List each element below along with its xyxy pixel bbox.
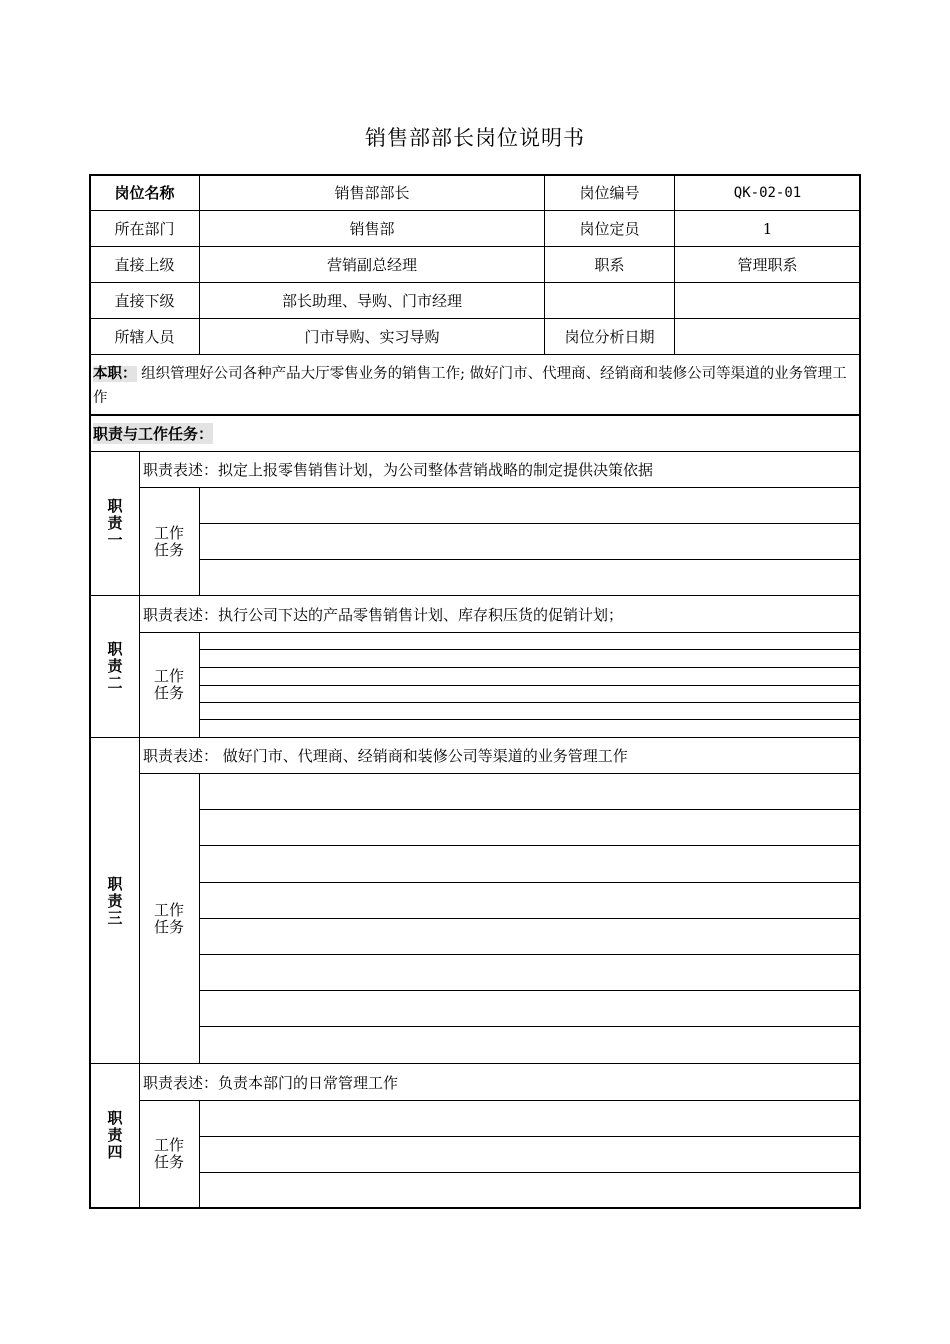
core-responsibility-text: 组织管理好公司各种产品大厅零售业务的销售工作; 做好门市、代理商、经销商和装修公司等渠道的业务管理工作 [93,366,847,406]
value-headcount: 1 [762,219,773,238]
duty-1-description: 职责表述：拟定上报零售销售计划，为公司整体营销战略的制定提供决策依据 [143,461,654,479]
value-position-code: QK-02-01 [733,184,802,201]
duty-3-task-label: 工作任务 [154,901,185,936]
value-analysis-date [675,319,860,354]
duty-4-description: 职责表述：负责本部门的日常管理工作 [143,1073,399,1092]
label-department: 所在部门 [114,220,175,238]
task-line [200,882,860,883]
core-responsibility-label: 本职： [93,366,137,382]
duty-4-task-label: 工作任务 [154,1136,185,1171]
value-department: 销售部 [349,220,395,238]
duty-2-task-label: 工作任务 [154,667,185,702]
task-col-divider [199,488,200,596]
label-staff: 所辖人员 [114,328,175,346]
label-analysis-date: 岗位分析日期 [564,328,655,346]
task-line [200,559,860,560]
task-col-divider [199,1101,200,1208]
label-direct-superior: 直接上级 [114,256,175,274]
label-direct-subordinate: 直接下级 [114,292,175,310]
row-divider [90,354,860,355]
value-staff: 门市导购、实习导购 [304,328,440,346]
duty-row-divider [140,1100,860,1101]
task-line [200,1136,860,1137]
duty-col-divider [139,738,140,1063]
task-line [200,990,860,991]
task-line [200,667,860,668]
task-line [200,809,860,810]
duty-row-divider [140,632,860,633]
core-responsibility [93,362,859,410]
duty-2-description: 职责表述：执行公司下达的产品零售销售计划、库存积压货的促销计划； [143,605,624,624]
task-line [200,685,860,686]
value-direct-subordinate: 部长助理、导购、门市经理 [281,292,462,310]
label-position-name: 岗位名称 [114,184,175,202]
task-line [200,719,860,720]
duty-row-divider [140,487,860,488]
task-line [200,1026,860,1027]
page-title: 销售部部长岗位说明书 [365,126,585,150]
duty-4-name: 职责四 [107,1109,123,1161]
duty-3-name: 职责三 [107,875,123,927]
task-line [200,845,860,846]
label-headcount: 岗位定员 [579,220,640,238]
value-direct-superior: 营销副总经理 [326,256,417,274]
task-line [200,702,860,703]
duty-row-divider [140,773,860,774]
value-position-name: 销售部部长 [334,184,410,202]
duty-1-task-label: 工作任务 [154,524,185,559]
duty-col-divider [139,596,140,737]
value-job-family: 管理职系 [737,256,798,274]
duties-header: 职责与工作任务： [93,425,214,443]
duty-2-name: 职责二 [107,640,123,692]
label-empty [545,283,674,318]
task-line [200,918,860,919]
duty-1-name: 职责一 [107,497,123,549]
duty-3-description: 职责表述： 做好门市、代理商、经销商和装修公司等渠道的业务管理工作 [143,747,628,765]
task-line [200,954,860,955]
label-job-family: 职系 [594,256,625,274]
task-line [200,523,860,524]
value-empty [675,283,860,318]
task-line [200,1172,860,1173]
duty-col-divider [139,1064,140,1208]
duty-col-divider [139,452,140,596]
task-line [200,649,860,650]
label-position-code: 岗位编号 [579,184,640,202]
